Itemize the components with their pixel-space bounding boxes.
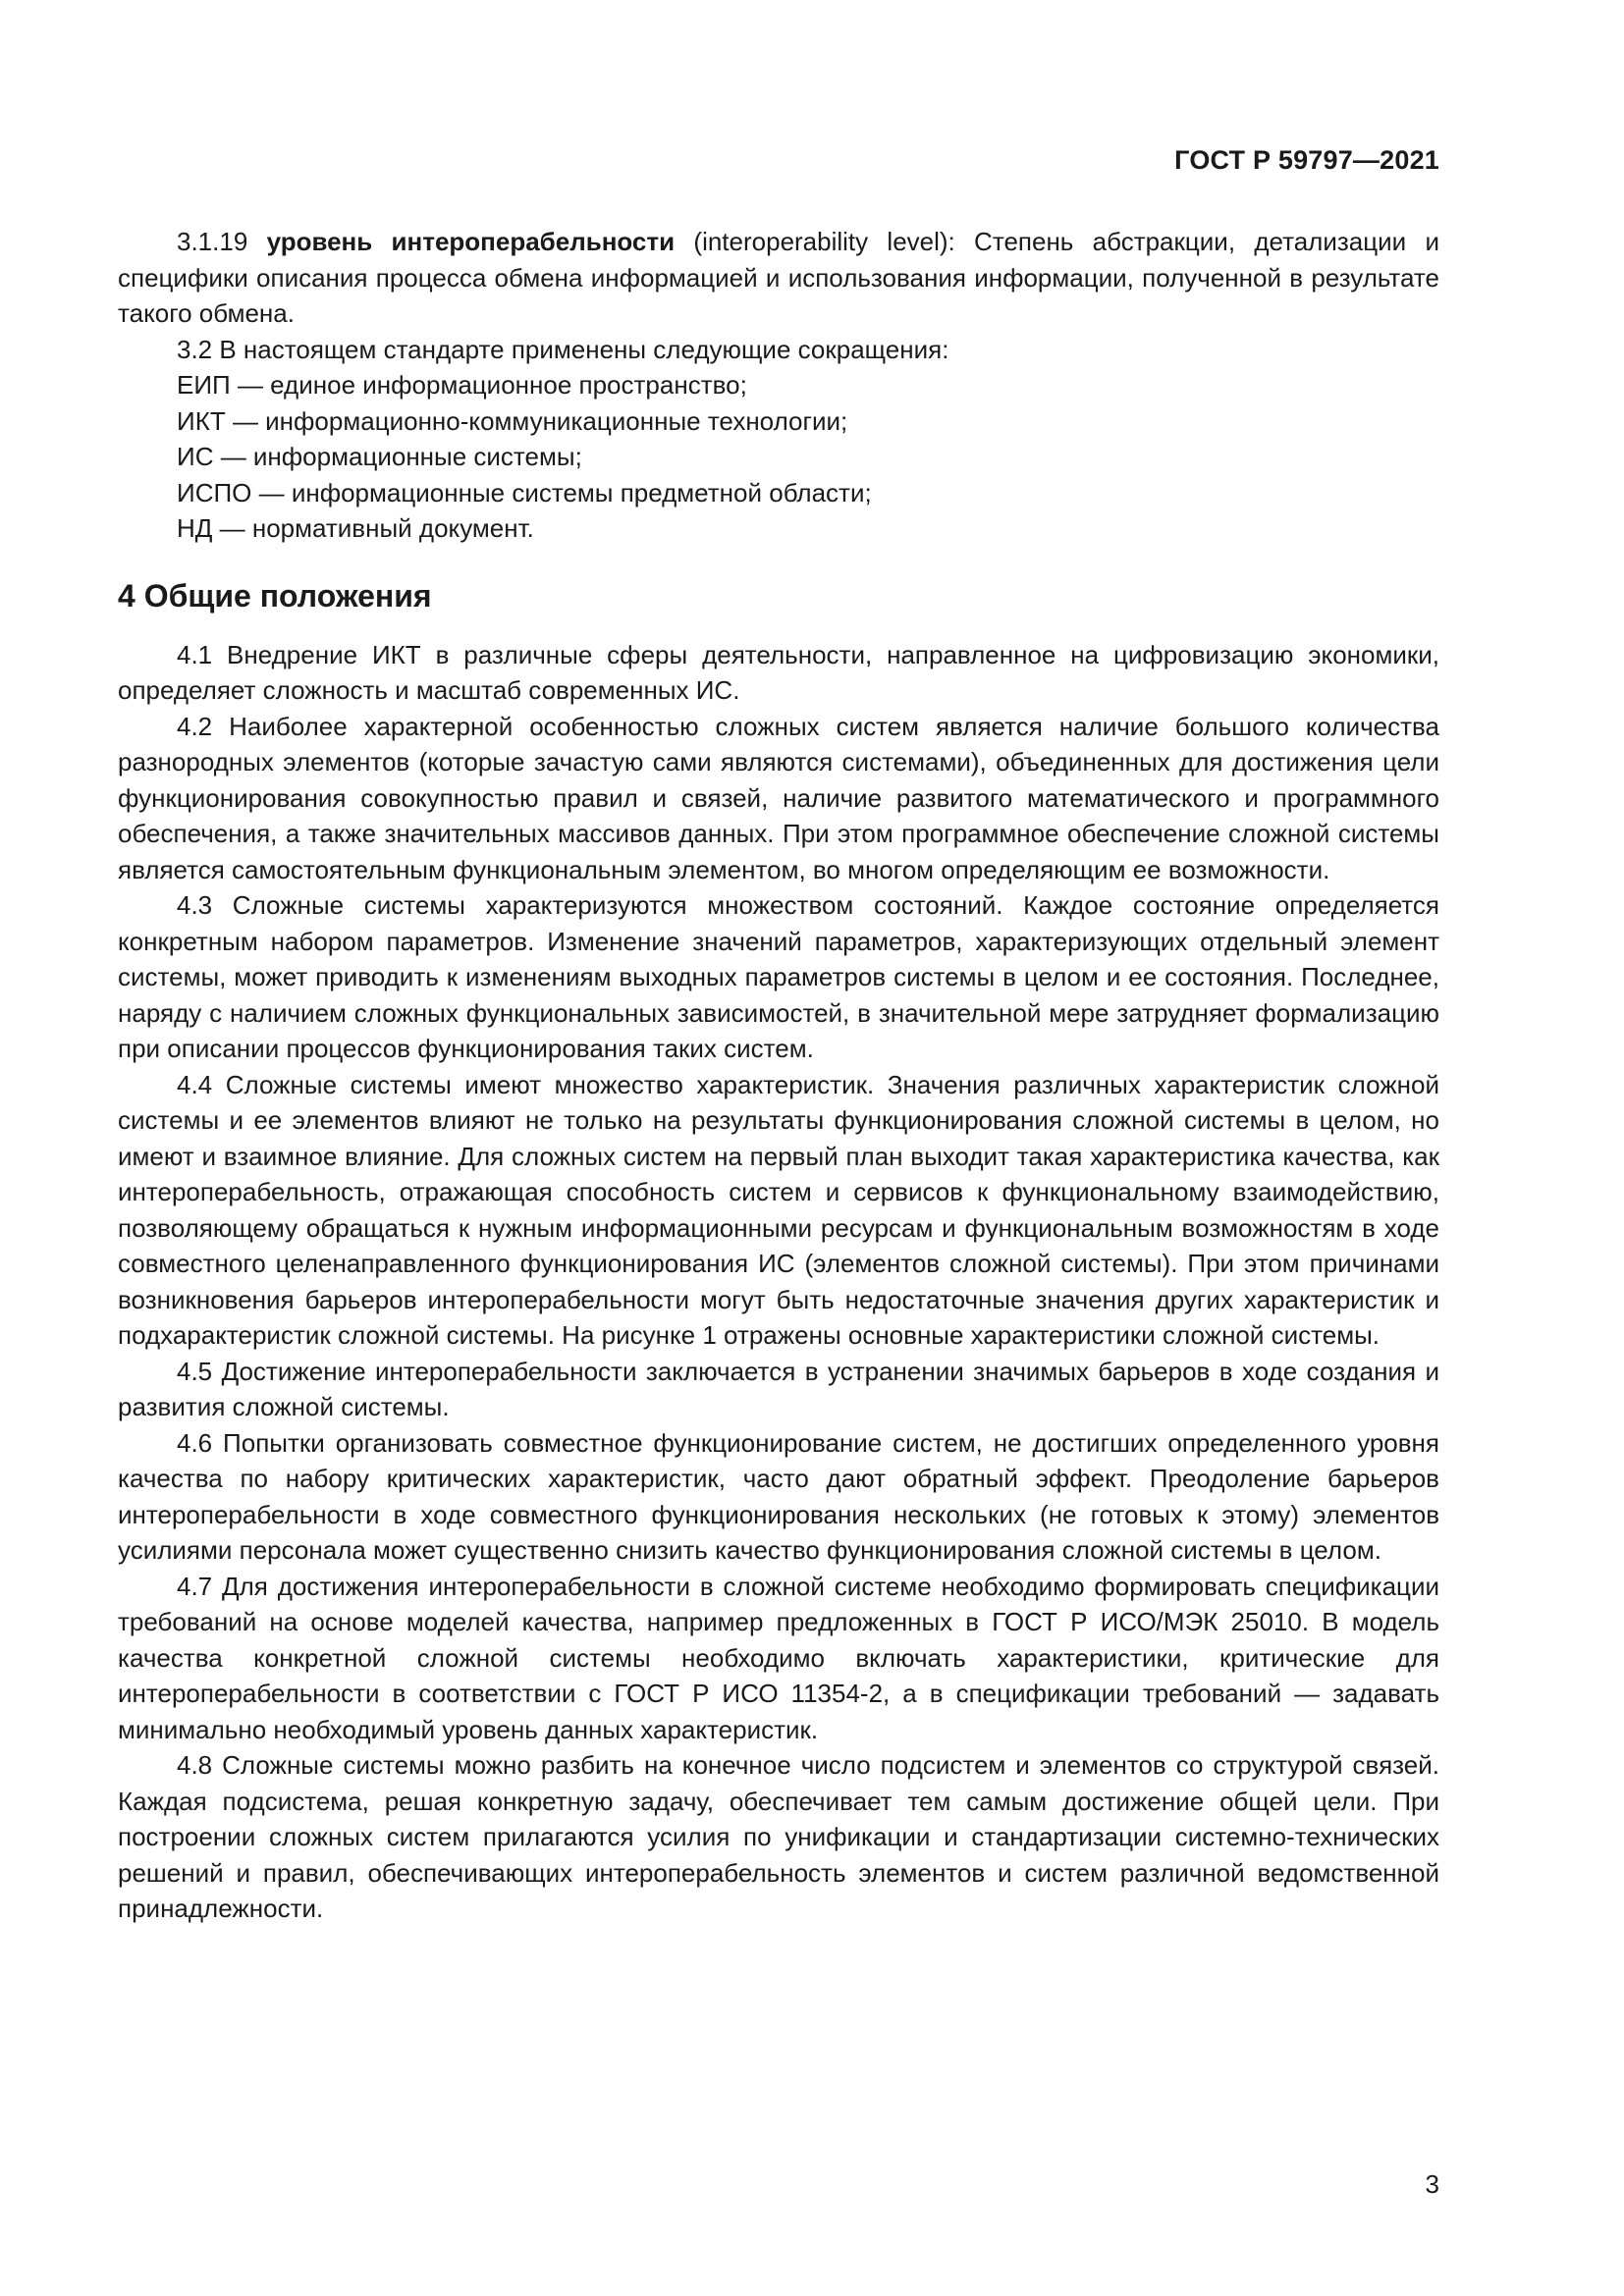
- abbreviation-item: ИС — информационные системы;: [177, 442, 582, 471]
- section-title: 4 Общие положения: [118, 577, 432, 614]
- section-paragraph: 4.8 Сложные системы можно разбить на конечное число подсистем и элементов со структурой связей. Каждая подсистема, решая конкретную задачу, обеспечивает тем самым достижение общей цели. При построении сложных систем прилагаются усилия по унификации и стандартизации системно-технических решений и правил, обеспечивающих интероперабельность элементов и систем различной ведомственной принадлежности.: [118, 1750, 1439, 1923]
- definition-number: 3.1.19: [177, 227, 248, 256]
- section-paragraph: 4.6 Попытки организовать совместное функционирование систем, не достигших определенного уровня качества по набору критических характеристик, часто дают обратный эффект. Преодоление барьеров интероперабельности в ходе совместного функционирования нескольких (не готовых к этому) элементов усилиями персонала может существенно снизить качество функционирования сложной системы в целом.: [118, 1427, 1439, 1565]
- document-body: [118, 224, 1439, 1927]
- section-paragraph: 4.7 Для достижения интероперабельности в сложной системе необходимо формировать спецификации требований на основе моделей качества, например предложенных в ГОСТ Р ИСО/МЭК 25010. В модель качества конкретной сложной системы необходимо включать характеристики, критические для интероперабельности в соответствии с ГОСТ Р ИСО 11354-2, а в спецификации требований — задавать минимально необходимый уровень данных характеристик.: [118, 1571, 1439, 1744]
- abbreviations-intro: 3.2 В настоящем стандарте применены следующие сокращения:: [177, 334, 949, 364]
- section-paragraph: 4.2 Наиболее характерной особенностью сложных систем является наличие большого количества разнородных элементов (которые зачастую сами являются системами), объединенных для достижения цели функционирования совокупностью правил и связей, наличие развитого математического и программного обеспечения, а также значительных массивов данных. При этом программное обеспечение сложной системы является самостоятельным функциональным элементом, во многом определяющим ее возможности.: [118, 711, 1439, 884]
- page-number: 3: [1425, 2169, 1439, 2199]
- definition-term: уровень интероперабельности: [266, 227, 676, 256]
- definition-paragraph: [118, 224, 1439, 332]
- definition-text: (interoperability level): Степень абстракции, детализации и специфики описания процесса обмена информацией и использования информации, полученной в результате такого обмена.: [118, 227, 1439, 328]
- section-paragraph: 4.3 Сложные системы характеризуются множеством состояний. Каждое состояние определяется конкретным набором параметров. Изменение значений параметров, характеризующих отдельный элемент системы, может приводить к изменениям выходных параметров системы в целом и ее состояния. Последнее, наряду с наличием сложных функциональных зависимостей, в значительной мере затрудняет формализацию при описании процессов функционирования таких систем.: [118, 890, 1439, 1063]
- section-paragraph: 4.5 Достижение интероперабельности заключается в устранении значимых барьеров в ходе создания и развития сложной системы.: [118, 1356, 1439, 1421]
- abbreviation-item: ИКТ — информационно-коммуникационные технологии;: [177, 405, 848, 436]
- abbreviation-item: НД — нормативный документ.: [177, 513, 534, 543]
- abbreviation-item: ИСПО — информационные системы предметной области;: [177, 477, 872, 507]
- document-header: ГОСТ Р 59797—2021: [1174, 145, 1439, 175]
- abbreviation-item: ЕИП — единое информационное пространство;: [177, 370, 747, 400]
- section-paragraph: 4.4 Сложные системы имеют множество характеристик. Значения различных характеристик сложной системы и ее элементов влияют не только на результаты функционирования сложной системы в целом, но имеют и взаимное влияние. Для сложных систем на первый план выходит такая характеристика качества, как интероперабельность, отражающая способность систем и сервисов к функциональному взаимодействию, позволяющему обращаться к нужным информационными ресурсам и функциональным возможностям в ходе совместного целенаправленного функционирования ИС (элементов сложной системы). При этом причинами возникновения барьеров интероперабельности могут быть недостаточные значения других характеристик и подхарактеристик сложной системы. На рисунке 1 отражены основные характеристики сложной системы.: [118, 1069, 1439, 1350]
- section-paragraph: 4.1 Внедрение ИКТ в различные сферы деятельности, направленное на цифровизацию экономики, определяет сложность и масштаб современных ИС.: [118, 639, 1439, 705]
